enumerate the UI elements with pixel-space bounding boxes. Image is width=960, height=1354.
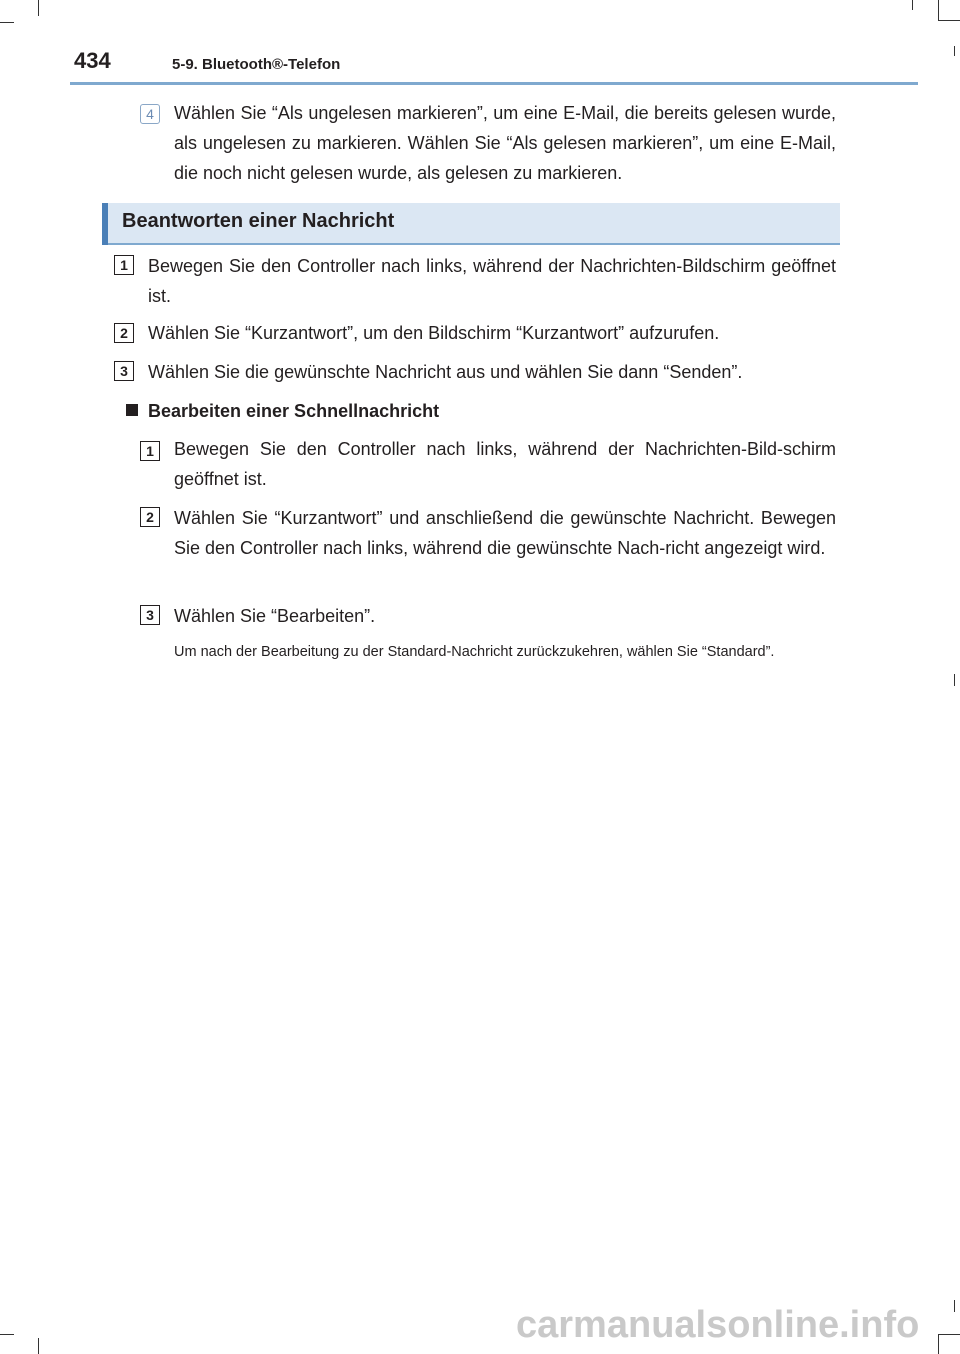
subsection-heading [126, 396, 439, 426]
sub-step-1-text: Bewegen Sie den Controller nach links, während der Nachrichten-Bild-schirm geöffnet ist. [174, 439, 836, 489]
note-text: Um nach der Bearbeitung zu der Standard-Nachricht zurückzukehren, wählen Sie “Standard”. [174, 644, 775, 660]
crop-mark [938, 1334, 939, 1354]
section-title: 5-9. Bluetooth®-Telefon [172, 56, 341, 73]
step-number-2: 2 [114, 323, 134, 343]
step-number-4: 4 [140, 104, 160, 124]
page-header [70, 44, 918, 84]
crop-mark [38, 1338, 39, 1354]
sub-step-number-3: 3 [140, 605, 160, 625]
step-number-1: 1 [114, 255, 134, 275]
crop-mark [938, 0, 939, 20]
crop-mark [0, 1334, 14, 1335]
section-banner [102, 203, 840, 245]
square-bullet-icon [126, 404, 138, 416]
crop-mark [954, 1300, 955, 1312]
sub-step-3-text: Wählen Sie “Bearbeiten”. [174, 606, 376, 626]
intro-step-text: Wählen Sie “Als ungelesen markieren”, um eine E-Mail, die bereits gelesen wurde, als ungelesen zu markieren. Wählen Sie “Als gelesen markieren”, um eine E-Mail, die noch nicht gelesen wurde, als gelesen zu markieren. [174, 103, 836, 183]
banner-title: Beantworten einer Nachricht [122, 210, 395, 232]
crop-mark [912, 0, 913, 10]
header-rule [70, 82, 918, 85]
page-number: 434 [74, 48, 111, 73]
step-number-3: 3 [114, 361, 134, 381]
sub-step-number-1: 1 [140, 441, 160, 461]
step-2-text: Wählen Sie “Kurzantwort”, um den Bildschirm “Kurzantwort” aufzurufen. [148, 323, 720, 343]
crop-mark [954, 674, 955, 686]
crop-mark [938, 1334, 960, 1335]
banner-accent-bar [102, 203, 108, 245]
sub-step-2-text: Wählen Sie “Kurzantwort” und anschließend die gewünschte Nachricht. Bewegen Sie den Controller nach links, während die gewünschte Nach-richt angezeigt wird. [174, 508, 836, 558]
sub-step-number-2: 2 [140, 507, 160, 527]
step-1-text: Bewegen Sie den Controller nach links, während der Nachrichten-Bildschirm geöffnet ist. [148, 256, 836, 306]
subsection-title: Bearbeiten einer Schnellnachricht [148, 401, 440, 421]
step-3-text: Wählen Sie die gewünschte Nachricht aus und wählen Sie dann “Senden”. [148, 362, 743, 382]
crop-mark [938, 20, 960, 21]
crop-mark [0, 22, 14, 23]
crop-mark [954, 46, 955, 56]
crop-mark [38, 0, 39, 16]
watermark: carmanualsonline.info [516, 1304, 920, 1346]
